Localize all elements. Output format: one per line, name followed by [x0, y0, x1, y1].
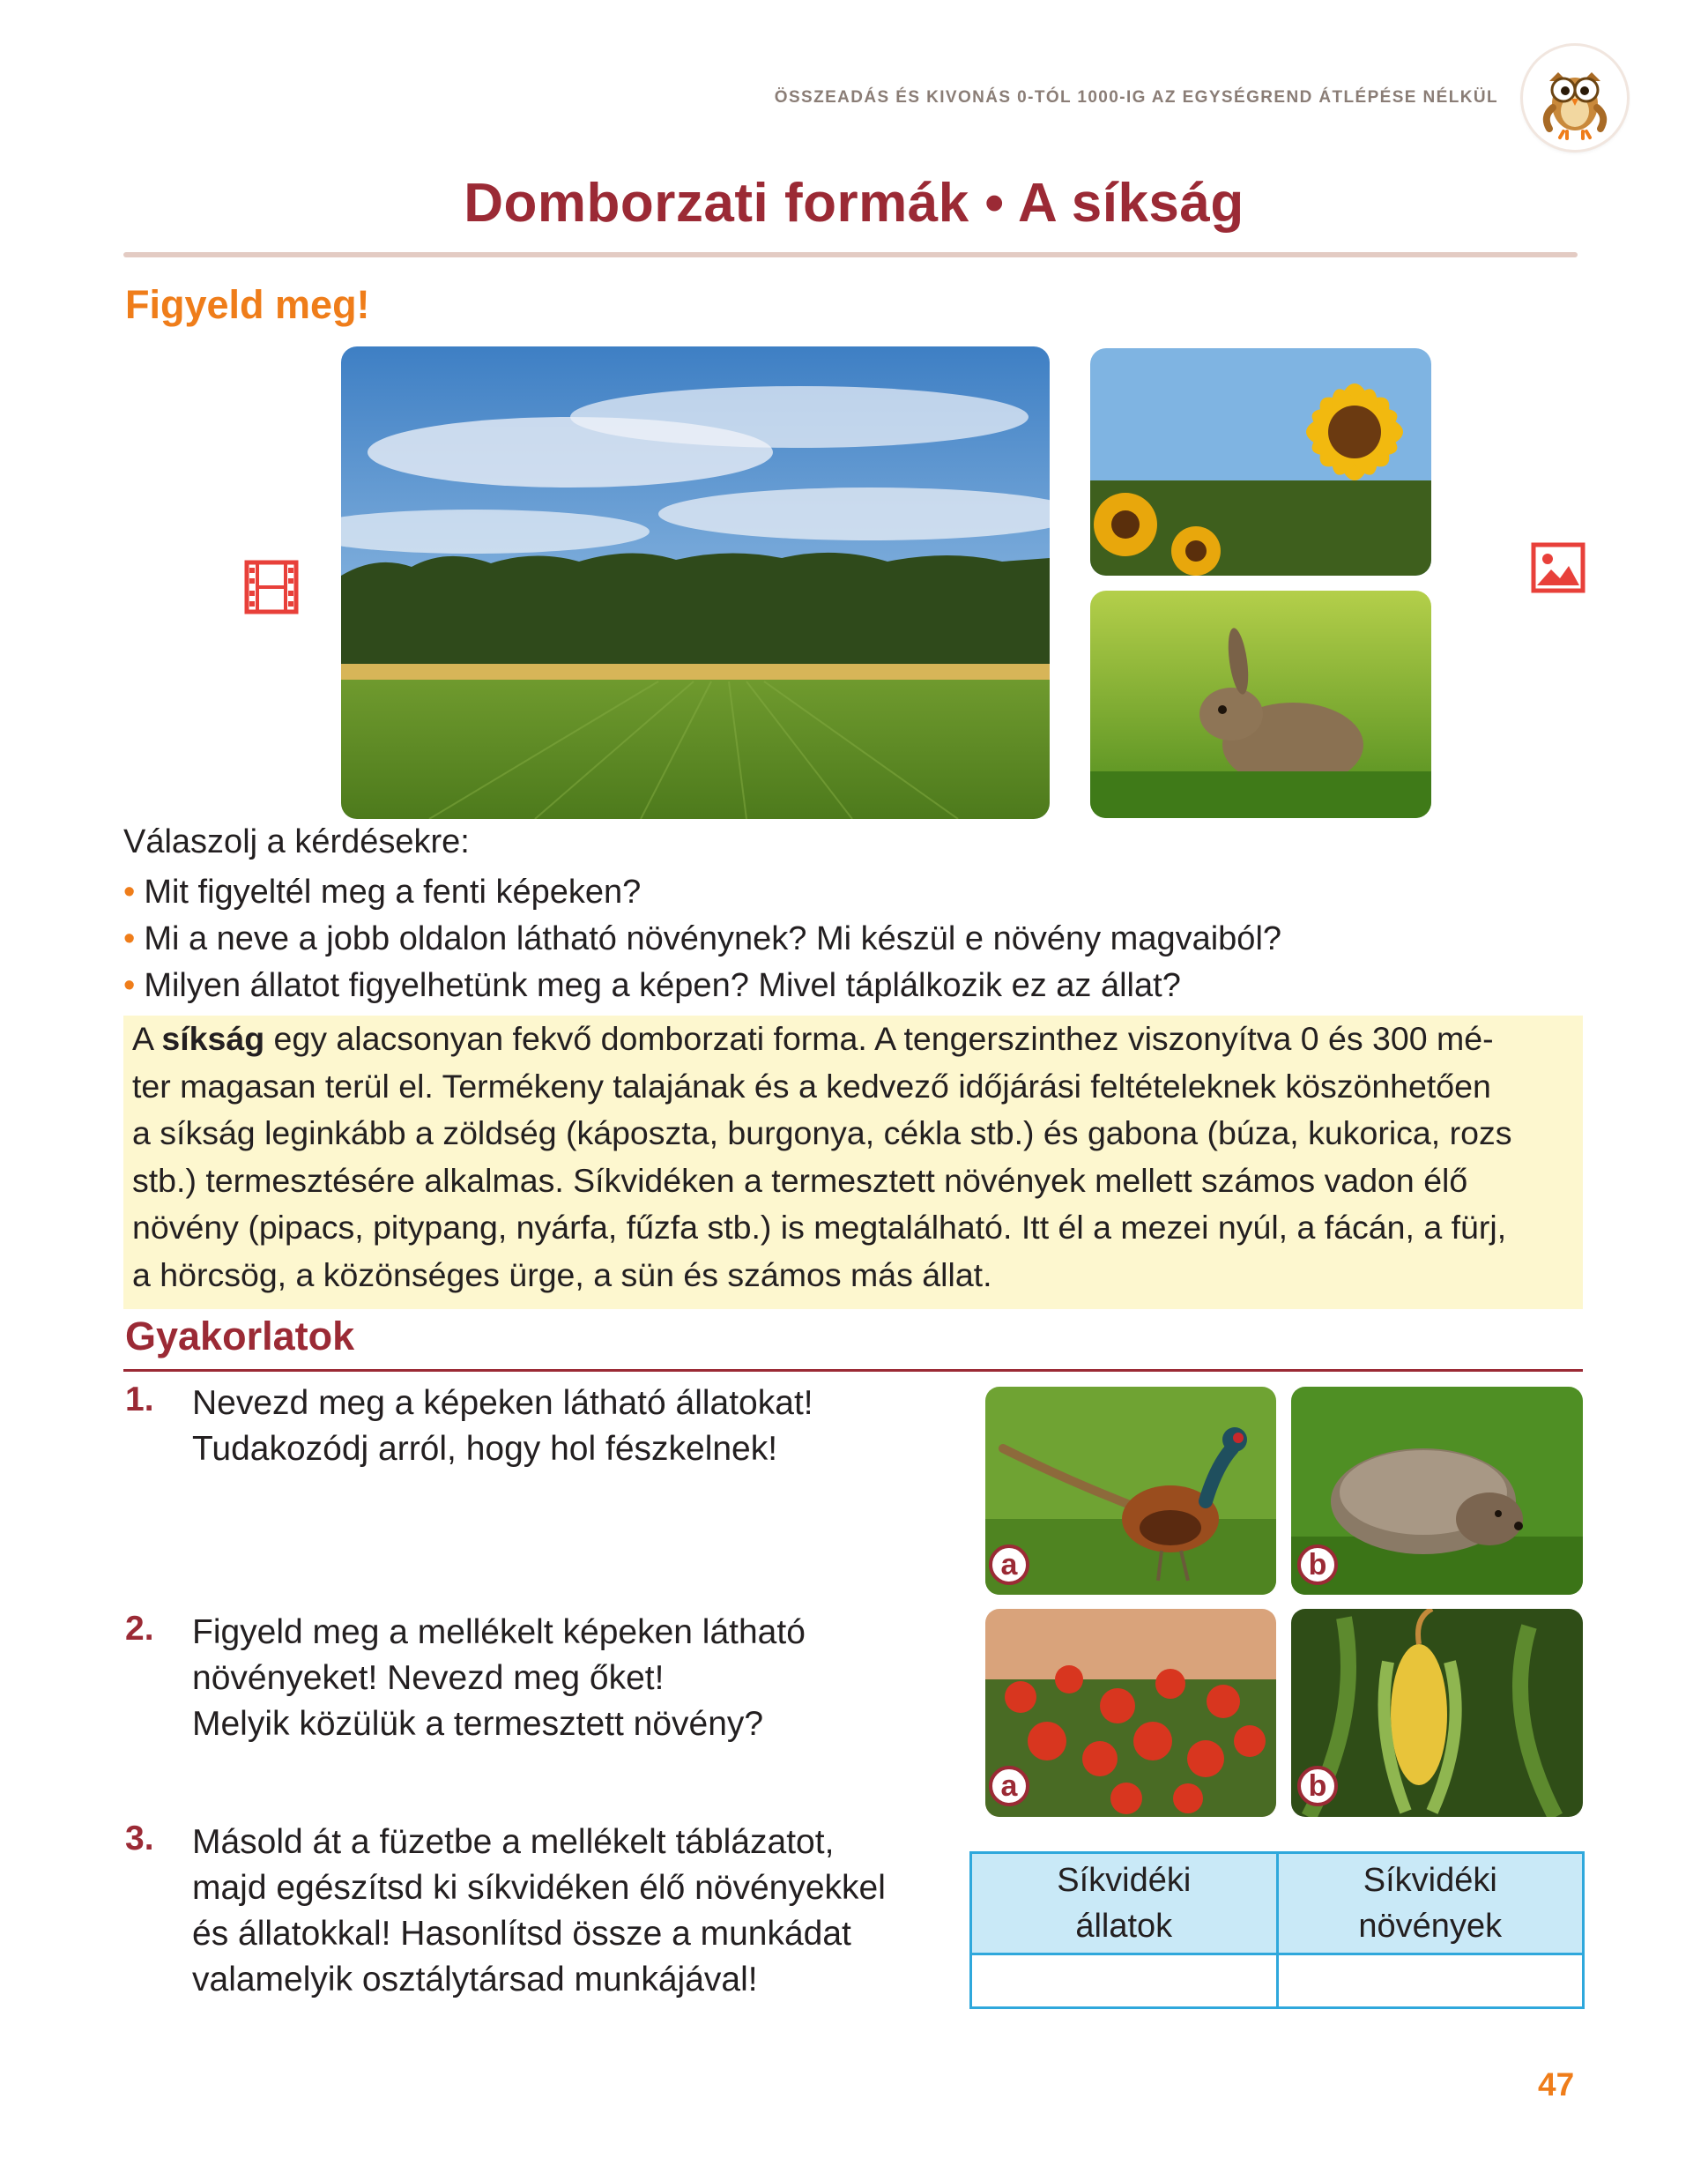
definition-line: növény (pipacs, pitypang, nyárfa, fűzfa stb.) is megtalálható. Itt él a mezei nyúl, a fácán, a fürj,	[132, 1209, 1507, 1246]
owl-mascot-icon	[1523, 46, 1627, 150]
film-icon[interactable]	[243, 559, 300, 615]
definition-box	[123, 1016, 1583, 1309]
exercise-number: 2.	[125, 1610, 154, 1648]
table-header-animals: Síkvidéki állatok	[971, 1853, 1278, 1954]
key-term: síkság	[161, 1020, 265, 1057]
label-a-badge: a	[989, 1766, 1029, 1806]
running-head: ÖSSZEADÁS ÉS KIVONÁS 0-TÓL 1000-IG AZ EGYSÉGREND ÁTLÉPÉSE NÉLKÜL	[774, 88, 1498, 107]
table-cell[interactable]	[971, 1954, 1278, 2008]
definition-line: a síkság leginkább a zöldség (káposzta, burgonya, cékla stb.) és gabona (búza, kukorica, rozs	[132, 1114, 1512, 1151]
exercises-heading: Gyakorlatok	[125, 1314, 355, 1358]
rabbit-photo	[1090, 591, 1431, 818]
exercises-divider	[123, 1369, 1583, 1372]
observe-heading: Figyeld meg!	[125, 282, 370, 327]
page-title: Domborzati formák • A síkság	[464, 173, 1244, 234]
label-a-badge: a	[989, 1544, 1029, 1585]
table-header-plants: Síkvidéki növények	[1277, 1853, 1584, 1954]
table-cell[interactable]	[1277, 1954, 1584, 2008]
label-b-badge: b	[1297, 1766, 1338, 1806]
image-icon[interactable]	[1530, 540, 1586, 596]
definition-line: ter magasan terül el. Termékeny talajának és a kedvező időjárási feltételeknek köszönhetően	[132, 1067, 1491, 1105]
fill-in-table	[969, 1851, 1585, 2009]
definition-line: A síkság egy alacsonyan fekvő domborzati forma. A tengerszinthez viszonyítva 0 és 300 mé-	[132, 1020, 1494, 1057]
exercise-number: 3.	[125, 1820, 154, 1857]
list-item: • Mi a neve a jobb oldalon látható növénynek? Mi készül e növény magvaiból?	[123, 920, 1282, 957]
definition-line: stb.) termesztésére alkalmas. Síkvidéken a termesztett növények mellett számos vadon élő	[132, 1161, 1468, 1199]
exercise-3-text: Másold át a füzetbe a mellékelt táblázatot, majd egészítsd ki síkvidéken élő növényekkel és állatokkal! Hasonlítsd össze a munkádat valamelyik osztálytársad munkájával!	[192, 1823, 886, 1999]
list-item: • Milyen állatot figyelhetünk meg a képen? Mivel táplálkozik ez az állat?	[123, 967, 1181, 1004]
sunflower-photo	[1090, 348, 1431, 576]
questions-intro: Válaszolj a kérdésekre:	[123, 823, 470, 860]
exercise-1-text: Nevezd meg a képeken látható állatokat! Tudakozódj arról, hogy hol fészkelnek!	[192, 1384, 813, 1468]
plain-landscape-photo	[341, 346, 1050, 819]
question-list	[123, 869, 1281, 1009]
page-number: 47	[1538, 2066, 1575, 2103]
label-b-badge: b	[1297, 1544, 1338, 1585]
exercise-2-text: Figyeld meg a mellékelt képeken látható növényeket! Nevezd meg őket! Melyik közülük a termesztett növény?	[192, 1613, 806, 1743]
exercise-number: 1.	[125, 1381, 154, 1418]
list-item: • Mit figyeltél meg a fenti képeken?	[123, 874, 642, 911]
title-divider	[123, 252, 1578, 257]
definition-line: a hörcsög, a közönséges ürge, a sün és számos más állat.	[132, 1255, 992, 1293]
